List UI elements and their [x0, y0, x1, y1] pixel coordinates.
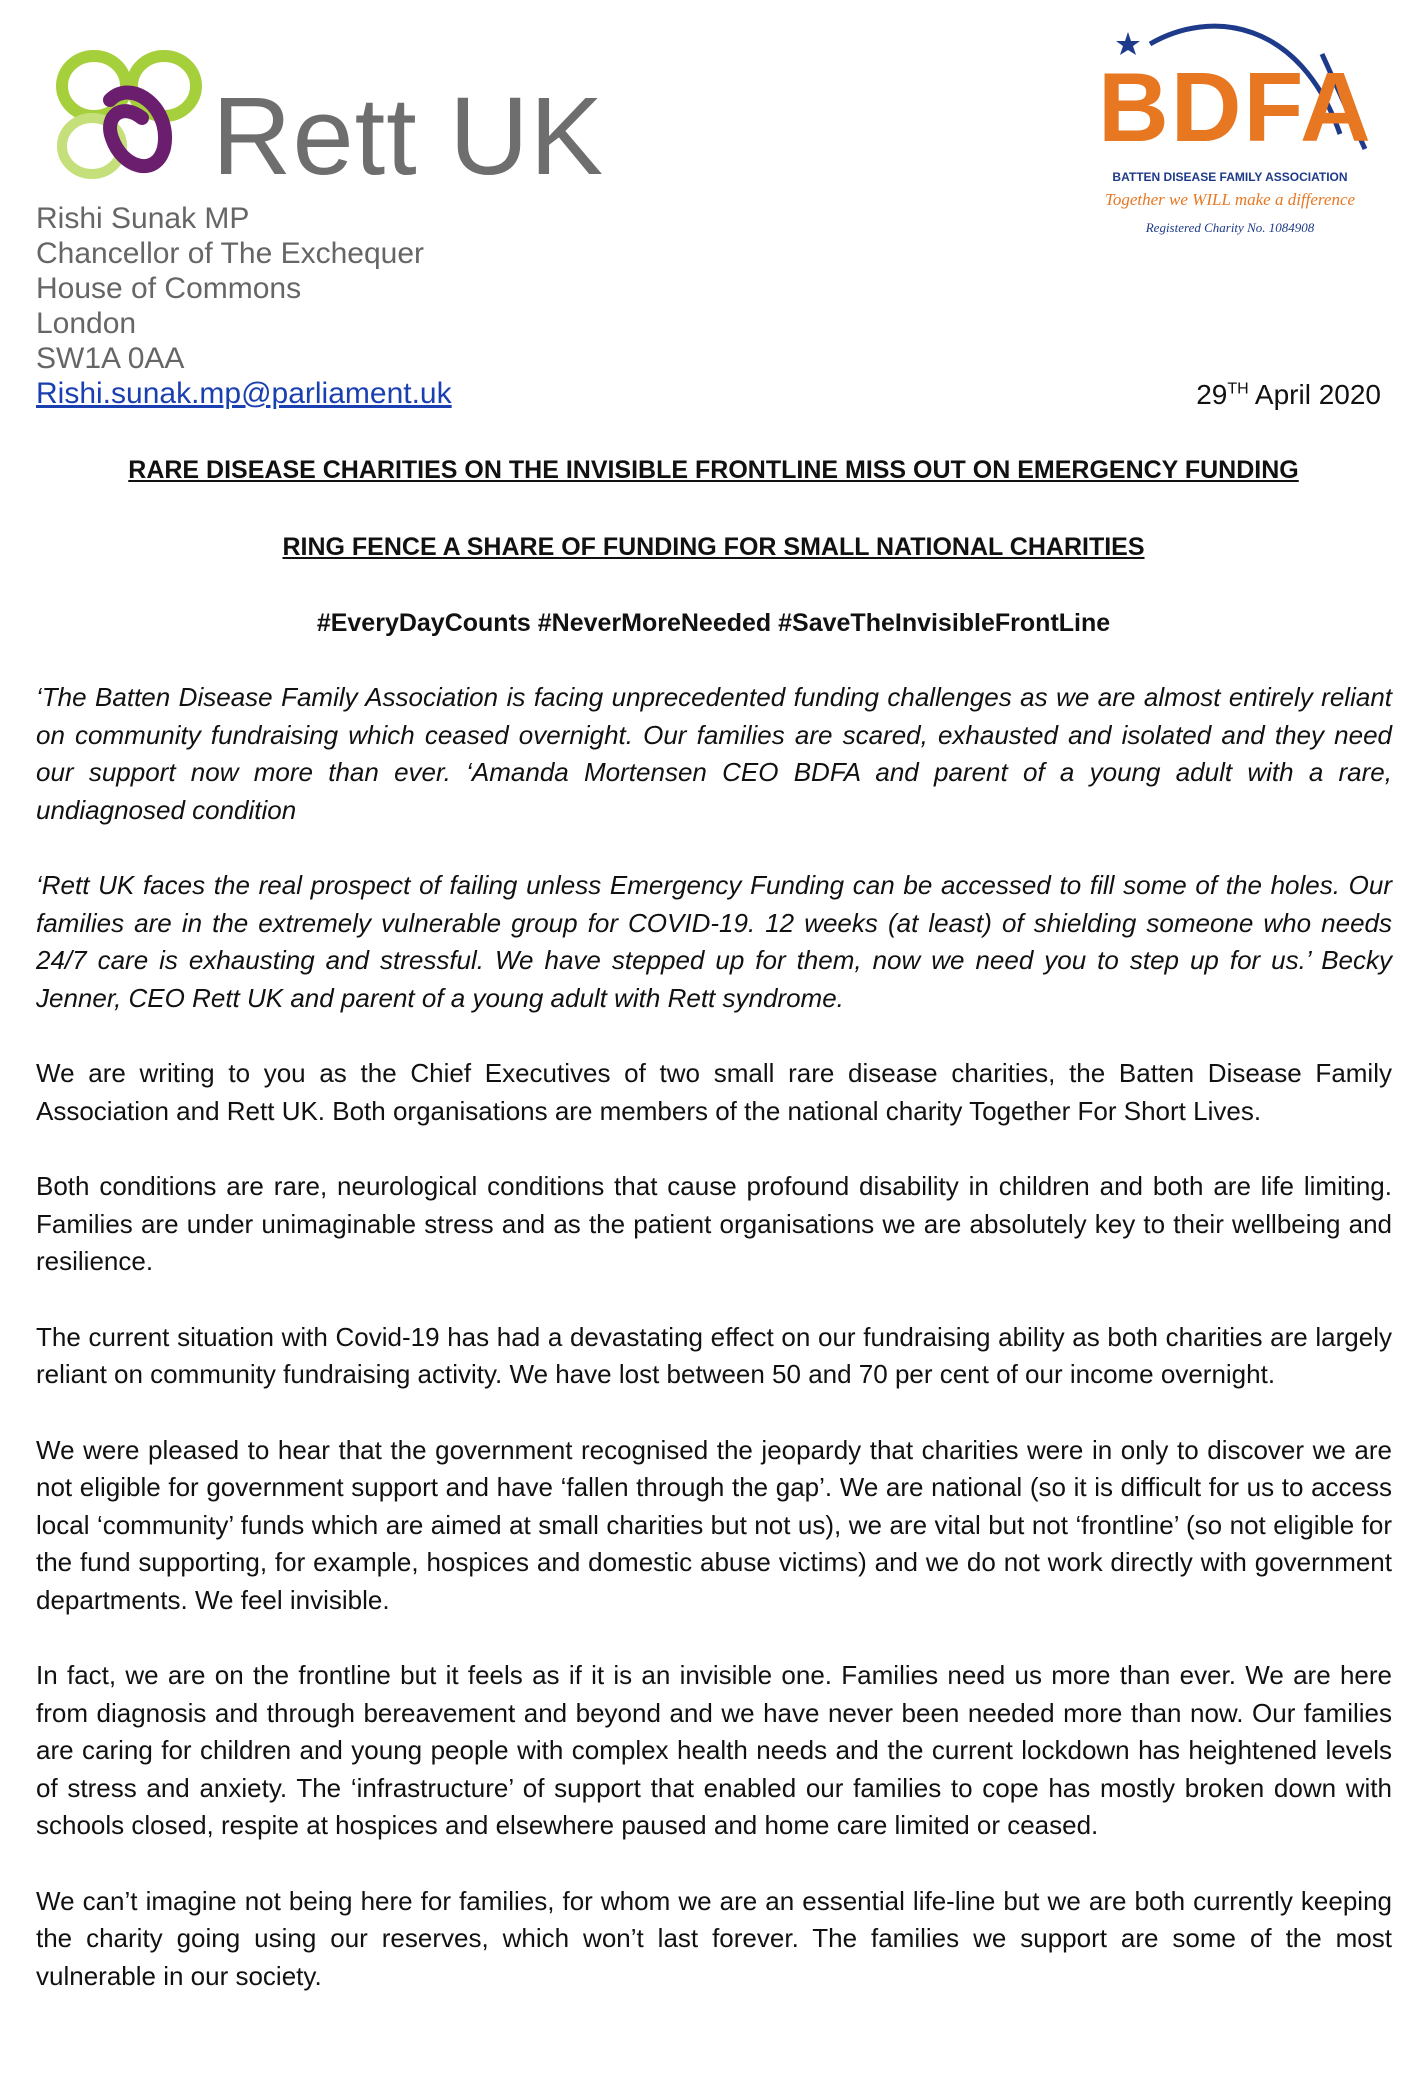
body-paragraph: The current situation with Covid-19 has had a devastating effect on our fundraising ability as both charities are largely reliant on community fundraising activity. We have lost between 50 and 70 per cent of our income overnight. — [36, 1321, 1392, 1389]
address-line: House of Commons — [36, 272, 302, 305]
quote-paragraph: ‘Rett UK faces the real prospect of failing unless Emergency Funding can be accessed to fill some of the holes. Our families are in the extremely vulnerable group for COVID-19. 12 weeks (at least) of shielding someone who needs 24/7 care is exhausting and stressful. We have stepped up for them, now we need you to step up for us.’ Becky Jenner, CEO Rett UK and parent of a young adult with Rett syndrome. — [36, 870, 1392, 1013]
body-paragraph: We can’t imagine not being here for families, for whom we are an essential life-line but we are both currently keeping the charity going using our reserves, which won’t last forever. The families we support are some of the most vulnerable in our society. — [36, 1885, 1392, 1991]
address-line: Rishi Sunak MP — [36, 202, 250, 235]
email-link[interactable]: Rishi.sunak.mp@parliament.uk — [36, 377, 452, 410]
letter-body — [36, 679, 1392, 2033]
letter-subtitle: RING FENCE A SHARE OF FUNDING FOR SMALL NATIONAL CHARITIES — [282, 533, 1145, 561]
date-month-year: April 2020 — [1248, 379, 1381, 410]
rett-uk-wordmark: Rett UK — [212, 75, 605, 198]
bdfa-logo — [1090, 14, 1373, 235]
body-paragraph: We were pleased to hear that the government recognised the jeopardy that charities were in only to discover we are not eligible for government support and have ‘fallen through the gap’. We are national (so it is difficult for us to access local ‘community’ funds which are aimed at small charities but not us), we are vital but not ‘frontline’ (so not eligible for the fund supporting, for example, hospices and domestic abuse victims) and we do not work directly with government departments. We feel invisible. — [36, 1434, 1392, 1615]
body-paragraph: In fact, we are on the frontline but it feels as if it is an invisible one. Families need us more than ever. We are here from diagnosis and through bereavement and beyond and we have never been needed more than now. Our families are caring for children and young people with complex health needs and the current lockdown has heightened levels of stress and anxiety. The ‘infrastructure’ of support that enabled our families to cope has mostly broken down with schools closed, respite at hospices and elsewhere paused and home care limited or ceased. — [36, 1660, 1392, 1840]
rett-uk-logo — [52, 38, 612, 198]
letter-date — [1196, 379, 1381, 411]
bdfa-letters: BDFA — [1098, 52, 1373, 162]
rett-uk-knot-icon — [52, 38, 212, 188]
address-line: SW1A 0AA — [36, 342, 185, 375]
body-paragraph: We are writing to you as the Chief Executives of two small rare disease charities, the Batten Disease Family Association and Rett UK. Both organisations are members of the national charity Together For Short Lives. — [36, 1058, 1392, 1126]
recipient-address — [36, 201, 452, 411]
address-line: London — [36, 307, 137, 340]
body-paragraph: Both conditions are rare, neurological conditions that cause profound disability in children and both are life limiting. Families are under unimaginable stress and as the patient organisations we are absolutely key to their wellbeing and resilience. — [36, 1171, 1392, 1276]
date-suffix: TH — [1227, 380, 1249, 398]
letter-title: RARE DISEASE CHARITIES ON THE INVISIBLE FRONTLINE MISS OUT ON EMERGENCY FUNDING — [128, 456, 1299, 484]
hashtags: #EveryDayCounts #NeverMoreNeeded #SaveTheInvisibleFrontLine — [316, 609, 1111, 637]
address-line: Chancellor of The Exchequer — [36, 237, 425, 270]
date-day: 29 — [1196, 379, 1228, 410]
bdfa-charity-number: Registered Charity No. 1084908 — [1145, 220, 1315, 235]
bdfa-tagline: Together we WILL make a difference — [1104, 190, 1356, 209]
bdfa-org-name: BATTEN DISEASE FAMILY ASSOCIATION — [1112, 170, 1348, 184]
quote-paragraph: ‘The Batten Disease Family Association is facing unprecedented funding challenges as we are almost entirely reliant on community fundraising which ceased overnight. Our families are scared, exhausted and isolated and they need our support now more than ever. ‘Amanda Mortensen CEO BDFA and parent of a young adult with a rare, undiagnosed condition — [36, 682, 1392, 825]
